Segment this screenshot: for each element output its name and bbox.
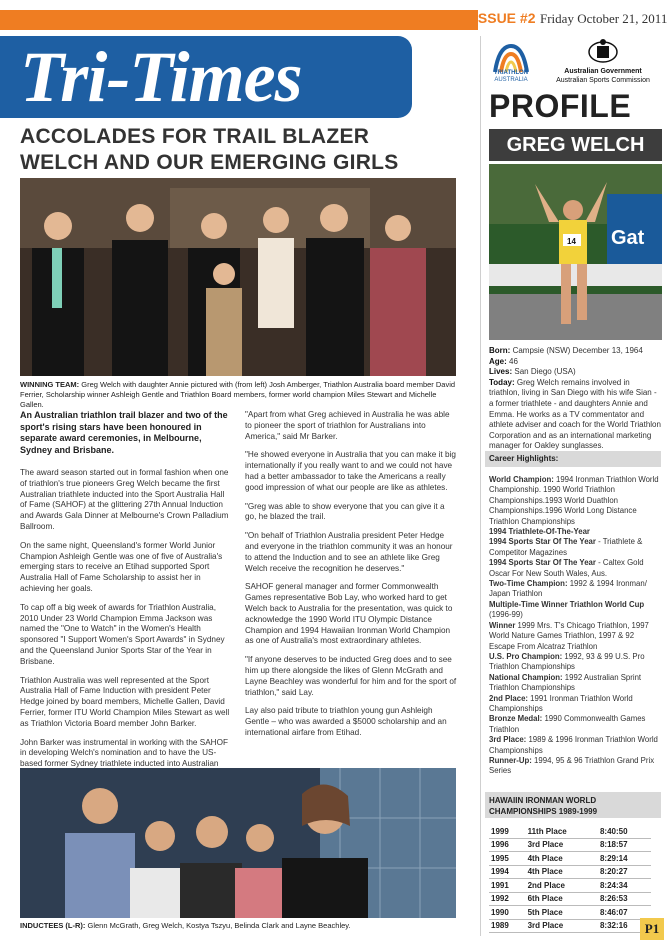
career-item	[489, 756, 662, 777]
career-label: U.S. Pro Champion:	[489, 651, 563, 661]
article-column-1	[20, 410, 232, 789]
career-label: Two-Time Champion:	[489, 579, 568, 589]
time-cell: 8:46:07	[598, 906, 651, 920]
career-text: 1991 Ironman Triathlon World Championships	[489, 693, 633, 713]
inductees-illustration	[20, 768, 456, 918]
paragraph: On the same night, Queensland's former World Junior Champion Ashleigh Gentle was one of five of Australia's emerging stars to receive an Etihad supported Sport Australia Hall of Fame Scholarship to assist her in achieving her goals.	[20, 540, 223, 593]
paragraph: To cap off a big week of awards for Triathlon Australia, 2010 Under 23 World Champion Emma Jackson was named the "One to Watch" in the Women's Health sponsored "I Support Women's Sport Awards" in Sydney and the Queensland Junior Sports Star of the Year in Brisbane.	[20, 602, 225, 666]
gov-line-2: Australian Sports Commission	[556, 77, 650, 84]
year-cell: 1992	[489, 892, 526, 906]
career-item	[489, 652, 662, 673]
place-cell: 3rd Place	[526, 919, 598, 933]
australian-government-logo	[548, 38, 658, 88]
career-item	[489, 600, 662, 621]
header-accent-strip	[0, 10, 478, 30]
table-row	[489, 892, 651, 906]
career-text: 1990 Commonwealth Games Triathlon	[489, 714, 646, 734]
caption-label: WINNING TEAM:	[20, 380, 80, 389]
inductees-photo	[20, 768, 456, 918]
time-cell: 8:18:57	[598, 838, 651, 852]
career-text: 1999 Mrs. T's Chicago Triathlon, 1997 World Nature Games Triathlon, 1997 & 92 Escape From Alcatraz Triathlon	[489, 620, 649, 651]
career-item	[489, 673, 662, 694]
fact-value: 46	[509, 356, 518, 366]
winning-team-photo	[20, 178, 456, 376]
career-text: - Triathlete & Competitor Magazines	[489, 537, 643, 557]
fact-today	[489, 378, 662, 452]
career-label: 2nd Place:	[489, 693, 528, 703]
table-row	[489, 838, 651, 852]
logo-word: TRIATHLON	[493, 70, 529, 76]
career-highlights-list	[489, 475, 662, 777]
paragraph: John Barker was instrumental in working with the SAHOF in developing Welch's nomination and to have the US-based former Sydney triathlete inducted into Australian	[20, 737, 228, 769]
career-item	[489, 579, 662, 600]
year-cell: 1996	[489, 838, 526, 852]
time-cell: 8:40:50	[598, 825, 651, 838]
career-item	[489, 558, 662, 579]
career-item	[489, 475, 662, 527]
photo1-caption	[20, 380, 460, 410]
triathlon-logo-text	[485, 70, 537, 84]
career-text: (1996-99)	[489, 610, 523, 620]
page-number: P1	[640, 918, 664, 940]
career-label: Winner	[489, 620, 516, 630]
paragraph: Lay also paid tribute to triathlon young gun Ashleigh Gentle – who was awarded a $5000 scholarship and an international airfare from Etihad.	[245, 706, 447, 737]
fact-value: Greg Welch remains involved in triathlon, living in San Diego with his wife Sian - a former triathlete - and daughters Annie and Emma. He works as a TV commentator and athlete adviser and coach for the World Triathlon Corporation and as an international marketing manager for Oakley sunglasses.	[489, 377, 661, 451]
career-label: Bronze Medal:	[489, 714, 543, 724]
finish-line-illustration	[489, 164, 662, 340]
fact-label: Age:	[489, 356, 507, 366]
article-column-2	[245, 410, 457, 747]
paragraph: "Greg was able to show everyone that you can give it a go, he blazed the trail.	[245, 501, 445, 522]
career-label: 3rd Place:	[489, 735, 527, 745]
place-cell: 2nd Place	[526, 879, 598, 893]
place-cell: 4th Place	[526, 865, 598, 879]
year-cell: 1995	[489, 852, 526, 866]
table-row	[489, 906, 651, 920]
caption-text: Glenn McGrath, Greg Welch, Kostya Tszyu, Belinda Clark and Layne Beachley.	[87, 921, 351, 930]
column-divider	[480, 36, 481, 936]
hawaii-ironman-heading: HAWAIIN IRONMAN WORLD CHAMPIONSHIPS 1989-1999	[485, 792, 661, 818]
greg-welch-finish-photo	[489, 164, 662, 340]
table-row	[489, 879, 651, 893]
headline-line-1: ACCOLADES FOR TRAIL BLAZER	[20, 125, 370, 148]
time-cell: 8:26:53	[598, 892, 651, 906]
svg-text:Gat: Gat	[611, 227, 645, 249]
career-text: 1989 & 1996 Ironman Triathlon World Championships	[489, 735, 658, 755]
headline-line-2: WELCH AND OUR EMERGING GIRLS	[20, 151, 399, 174]
career-label: Multiple-Time Winner Triathlon World Cup	[489, 599, 645, 609]
time-cell: 8:24:34	[598, 879, 651, 893]
coat-of-arms-icon	[585, 38, 621, 64]
career-text: 1992, 93 & 99 U.S. Pro Triathlon Championships	[489, 651, 645, 672]
fact-age	[489, 357, 662, 368]
year-cell: 1994	[489, 865, 526, 879]
career-item	[489, 527, 662, 537]
group-photo-illustration	[20, 178, 456, 376]
year-cell: 1990	[489, 906, 526, 920]
logo-sub: AUSTRALIA	[494, 77, 528, 83]
fact-label: Today:	[489, 377, 515, 387]
paragraph: SAHOF general manager and former Commonwealth Games representative Bob Lay, who worked hard to get Welch back to Australia for the presentation, was quick to acknowledge the 1990 World ITU Olympic Distance Champion and 1994 Hawaiian Ironman World Champion as one of Australia's most extraordinary athletes.	[245, 582, 453, 646]
photo2-caption	[20, 921, 460, 931]
issue-date: Friday October 21, 2011	[540, 11, 668, 26]
paragraph: "Apart from what Greg achieved in Australia he was able to pioneer the sport of triathlon for Australians into America," said Mr Barker.	[245, 410, 450, 441]
place-cell: 4th Place	[526, 852, 598, 866]
place-cell: 6th Place	[526, 892, 598, 906]
paragraph: "If anyone deserves to be inducted Greg does and to see him up there alongside the likes of Glenn McGrath and Layne Beachley was wonderful for him and for the sport of triathlon," said Lay.	[245, 655, 457, 697]
paragraph: "He showed everyone in Australia that you can make it big internationally if you really want to and we could not have had a better ambassador to take the Americans a really good impression of what our people are like as athletes.	[245, 450, 456, 492]
masthead-title: Tri-Times	[20, 37, 302, 117]
table-row	[489, 919, 651, 933]
table-row	[489, 852, 651, 866]
career-label: 1994 Sports Star Of The Year	[489, 537, 596, 547]
paragraph: Triathlon Australia was well represented at the Sport Australia Hall of Fame Induction with president Peter Hedge joined by board members, Michelle Gallen, David Ferrier, former ITU World Champion Miles Stewart as well as Triathlon Victoria Board member John Barker.	[20, 675, 230, 728]
career-text: - Caltex Gold Oscar For New South Wales, Aus.	[489, 558, 644, 578]
gov-line-1: Australian Government	[564, 68, 642, 75]
career-text: 1992 & 1994 Ironman/ Japan Triathlon	[489, 579, 647, 599]
time-cell: 8:32:16	[598, 919, 651, 933]
time-cell: 8:20:27	[598, 865, 651, 879]
career-item	[489, 694, 662, 715]
caption-text: Greg Welch with daughter Annie pictured with (from left) Josh Amberger, Triathlon Australia board member David Ferrier, Scholarship winner Ashleigh Gentle and Triathlon Board members, former world champion Miles Stewart and Michelle Gallen.	[20, 380, 456, 409]
fact-label: Lives:	[489, 367, 513, 377]
career-highlights-heading: Career Highlights:	[485, 451, 661, 467]
career-text: 1994, 95 & 96 Triathlon Grand Prix Series	[489, 755, 655, 776]
time-cell: 8:29:14	[598, 852, 651, 866]
career-label: 1994 Sports Star Of The Year	[489, 558, 596, 568]
place-cell: 11th Place	[526, 825, 598, 838]
career-label: 1994 Triathlete-Of-The-Year	[489, 527, 590, 537]
career-item	[489, 621, 662, 652]
article-headline	[20, 124, 460, 176]
year-cell: 1989	[489, 919, 526, 933]
career-label: Runner-Up:	[489, 755, 532, 765]
fact-value: San Diego (USA)	[514, 367, 576, 377]
table-row	[489, 865, 651, 879]
hawaii-results-table	[489, 825, 651, 933]
fact-born	[489, 346, 662, 357]
career-text: 1994 Ironman Triathlon World Championship. 1990 World Triathlon Championships.1993 World Duathlon Championships.1996 World Long Distance Triathlon Championships	[489, 475, 659, 526]
paragraph: The award season started out in formal fashion when one of triathlon's true pioneers Greg Welch became the first Australian triathlete inducted into the Sport Australia Hall of Fame (SAHOF) at the glittering 27th Annual Induction and Awards Gala Dinner at Melbourne's Crown Palladium Ballroom.	[20, 468, 229, 531]
issue-number: ISSUE #2	[474, 10, 536, 26]
career-label: World Champion:	[489, 475, 554, 484]
career-text: 1992 Australian Sprint Triathlon Championships	[489, 672, 642, 693]
fact-value: Campsie (NSW) December 13, 1964	[512, 346, 643, 355]
year-cell: 1999	[489, 825, 526, 838]
fact-label: Born:	[489, 346, 511, 355]
year-cell: 1991	[489, 879, 526, 893]
career-item	[489, 735, 662, 756]
profile-name: GREG WELCH	[489, 129, 662, 161]
fact-lives	[489, 367, 662, 378]
career-item	[489, 714, 662, 735]
career-label: National Champion:	[489, 672, 563, 682]
caption-label: INDUCTEES (L-R):	[20, 921, 86, 930]
place-cell: 5th Place	[526, 906, 598, 920]
paragraph: "On behalf of Triathlon Australia president Peter Hedge and everyone in the triathlon community it was an honour to attend the Induction and to see an athlete like Greg Welch receive the recognition he deserves."	[245, 531, 453, 573]
article-lede: An Australian triathlon trail blazer and two of the sport's rising stars have been honoured in separate award ceremonies, in Melbourne, Sydney and Brisbane.	[20, 410, 228, 455]
profile-title: PROFILE	[489, 88, 632, 124]
place-cell: 3rd Place	[526, 838, 598, 852]
race-bib: 14	[567, 237, 576, 246]
table-row	[489, 825, 651, 838]
career-item	[489, 537, 662, 558]
profile-facts	[489, 346, 662, 452]
